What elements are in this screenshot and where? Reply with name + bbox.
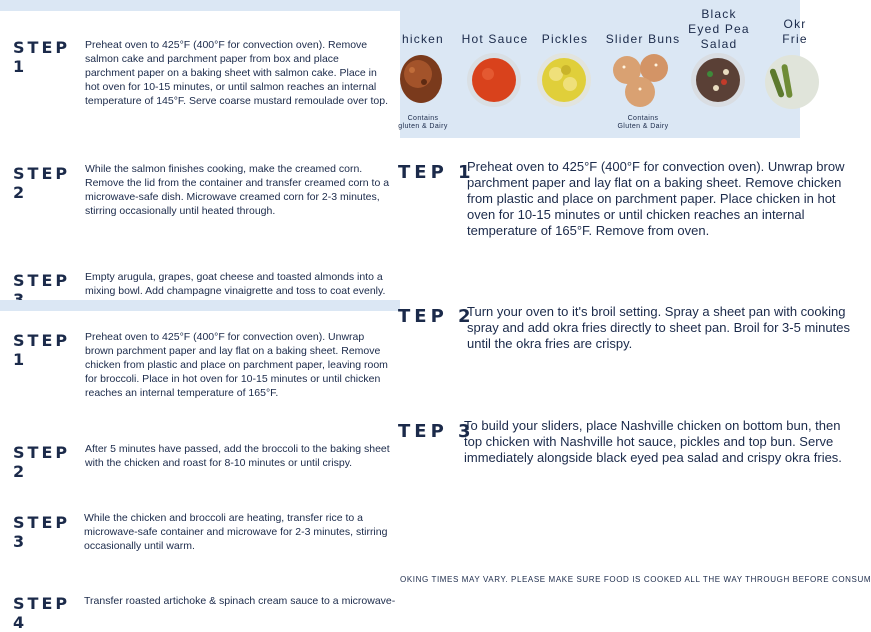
step-text: While the salmon finishes cooking, make the creamed corn. Remove the lid from the container and transfer creamed corn to a microwave-safe dish. Microwave creamed corn for 2-3 minutes, stirring occasionally until heated through. [85,163,390,217]
right-instructions-panel [398,0,871,600]
hot-sauce-image [466,52,522,108]
step-text: Preheat oven to 425°F (400°F for convection oven). Remove salmon cake and parchment paper from box and place parchment paper on a baking sheet with salmon cake. Place in hot oven for 10-15 minutes, or until salmon reaches an internal temperature of 145°F. Serve coarse mustard remoulade over top. [85,39,389,107]
step-2-text: Turn your oven to it's broil setting. Spray a sheet pan with cooking spray and add okra fries directly to sheet pan. Broil for 3-5 minutes until the okra fries are crispy. [467,304,850,351]
step-text: Empty arugula, grapes, goat cheese and toasted almonds into a mixing bowl. Add champagne vinaigrette and toss to coat evenly. [85,271,386,297]
section-band-top [0,0,400,11]
step-label: STEP 4 [13,594,71,632]
step-text: After 5 minutes have passed, add the broccoli to the baking sheet with the chicken and roast for 8-10 minutes or until crispy. [85,443,390,469]
cooking-disclaimer: OKING TIMES MAY VARY. PLEASE MAKE SURE FOOD IS COOKED ALL THE WAY THROUGH BEFORE CONSUM [400,575,871,584]
allergen-note: Contains gluten & Dairy [398,115,448,130]
step-1-label: TEP 1 [398,162,475,183]
step-label: STEP 3 [13,513,71,551]
step-3-text: To build your sliders, place Nashville chicken on bottom bun, then top chicken with Nashville hot sauce, pickles and top bun. Serve immediately alongside black eyed pea salad and crispy okra fries. [464,418,842,465]
allergen-note: Contains Gluten & Dairy [617,115,669,130]
slider-buns-image [610,52,672,110]
product-name: Slider Buns [605,32,681,46]
fried-chicken-image [398,52,444,106]
product-name: hicken [402,32,444,46]
product-name: Black Eyed Pea Salad [688,7,750,51]
product-name: Okr Frie [782,17,808,46]
pea-salad-image [690,52,746,108]
left-instructions-panel [0,0,400,632]
step-3-label: TEP 3 [398,421,475,442]
step-label: STEP 1 [13,331,71,369]
section-band-divider [0,300,400,311]
product-name: Hot Sauce [461,32,529,46]
step-label: STEP 1 [13,38,71,76]
step-label: STEP 2 [13,443,71,481]
step-1-text: Preheat oven to 425°F (400°F for convection oven). Unwrap brow parchment paper and lay flat on a baking sheet. Remove chicken from plastic and place on parchment paper. Place chicken in hot oven for 10-15 minutes or until chicken reaches an internal temperature of 165°F. Remove from oven. [467,159,845,238]
okra-fries-image [764,54,804,110]
product-strip [398,0,808,138]
step-label: STEP [13,271,71,290]
product-name: Pickles [541,32,589,46]
step-text: While the chicken and broccoli are heating, transfer rice to a microwave-safe container and microwave for 2-3 minutes, stirring occasionally until warm. [84,512,388,552]
step-2-label: TEP 2 [398,306,475,327]
step-text: Transfer roasted artichoke & spinach cream sauce to a microwave- [84,595,396,607]
pickles-image [536,52,592,108]
step-label: STEP 2 [13,164,71,202]
step-text: Preheat oven to 425°F (400°F for convection oven). Unwrap brown parchment paper and lay flat on a baking sheet. Remove chicken from plastic and place on parchment paper, leaving room for broccoli. Place in hot oven for 10-15 minutes or until chicken reaches an internal temperature of 165°F. [85,331,388,399]
